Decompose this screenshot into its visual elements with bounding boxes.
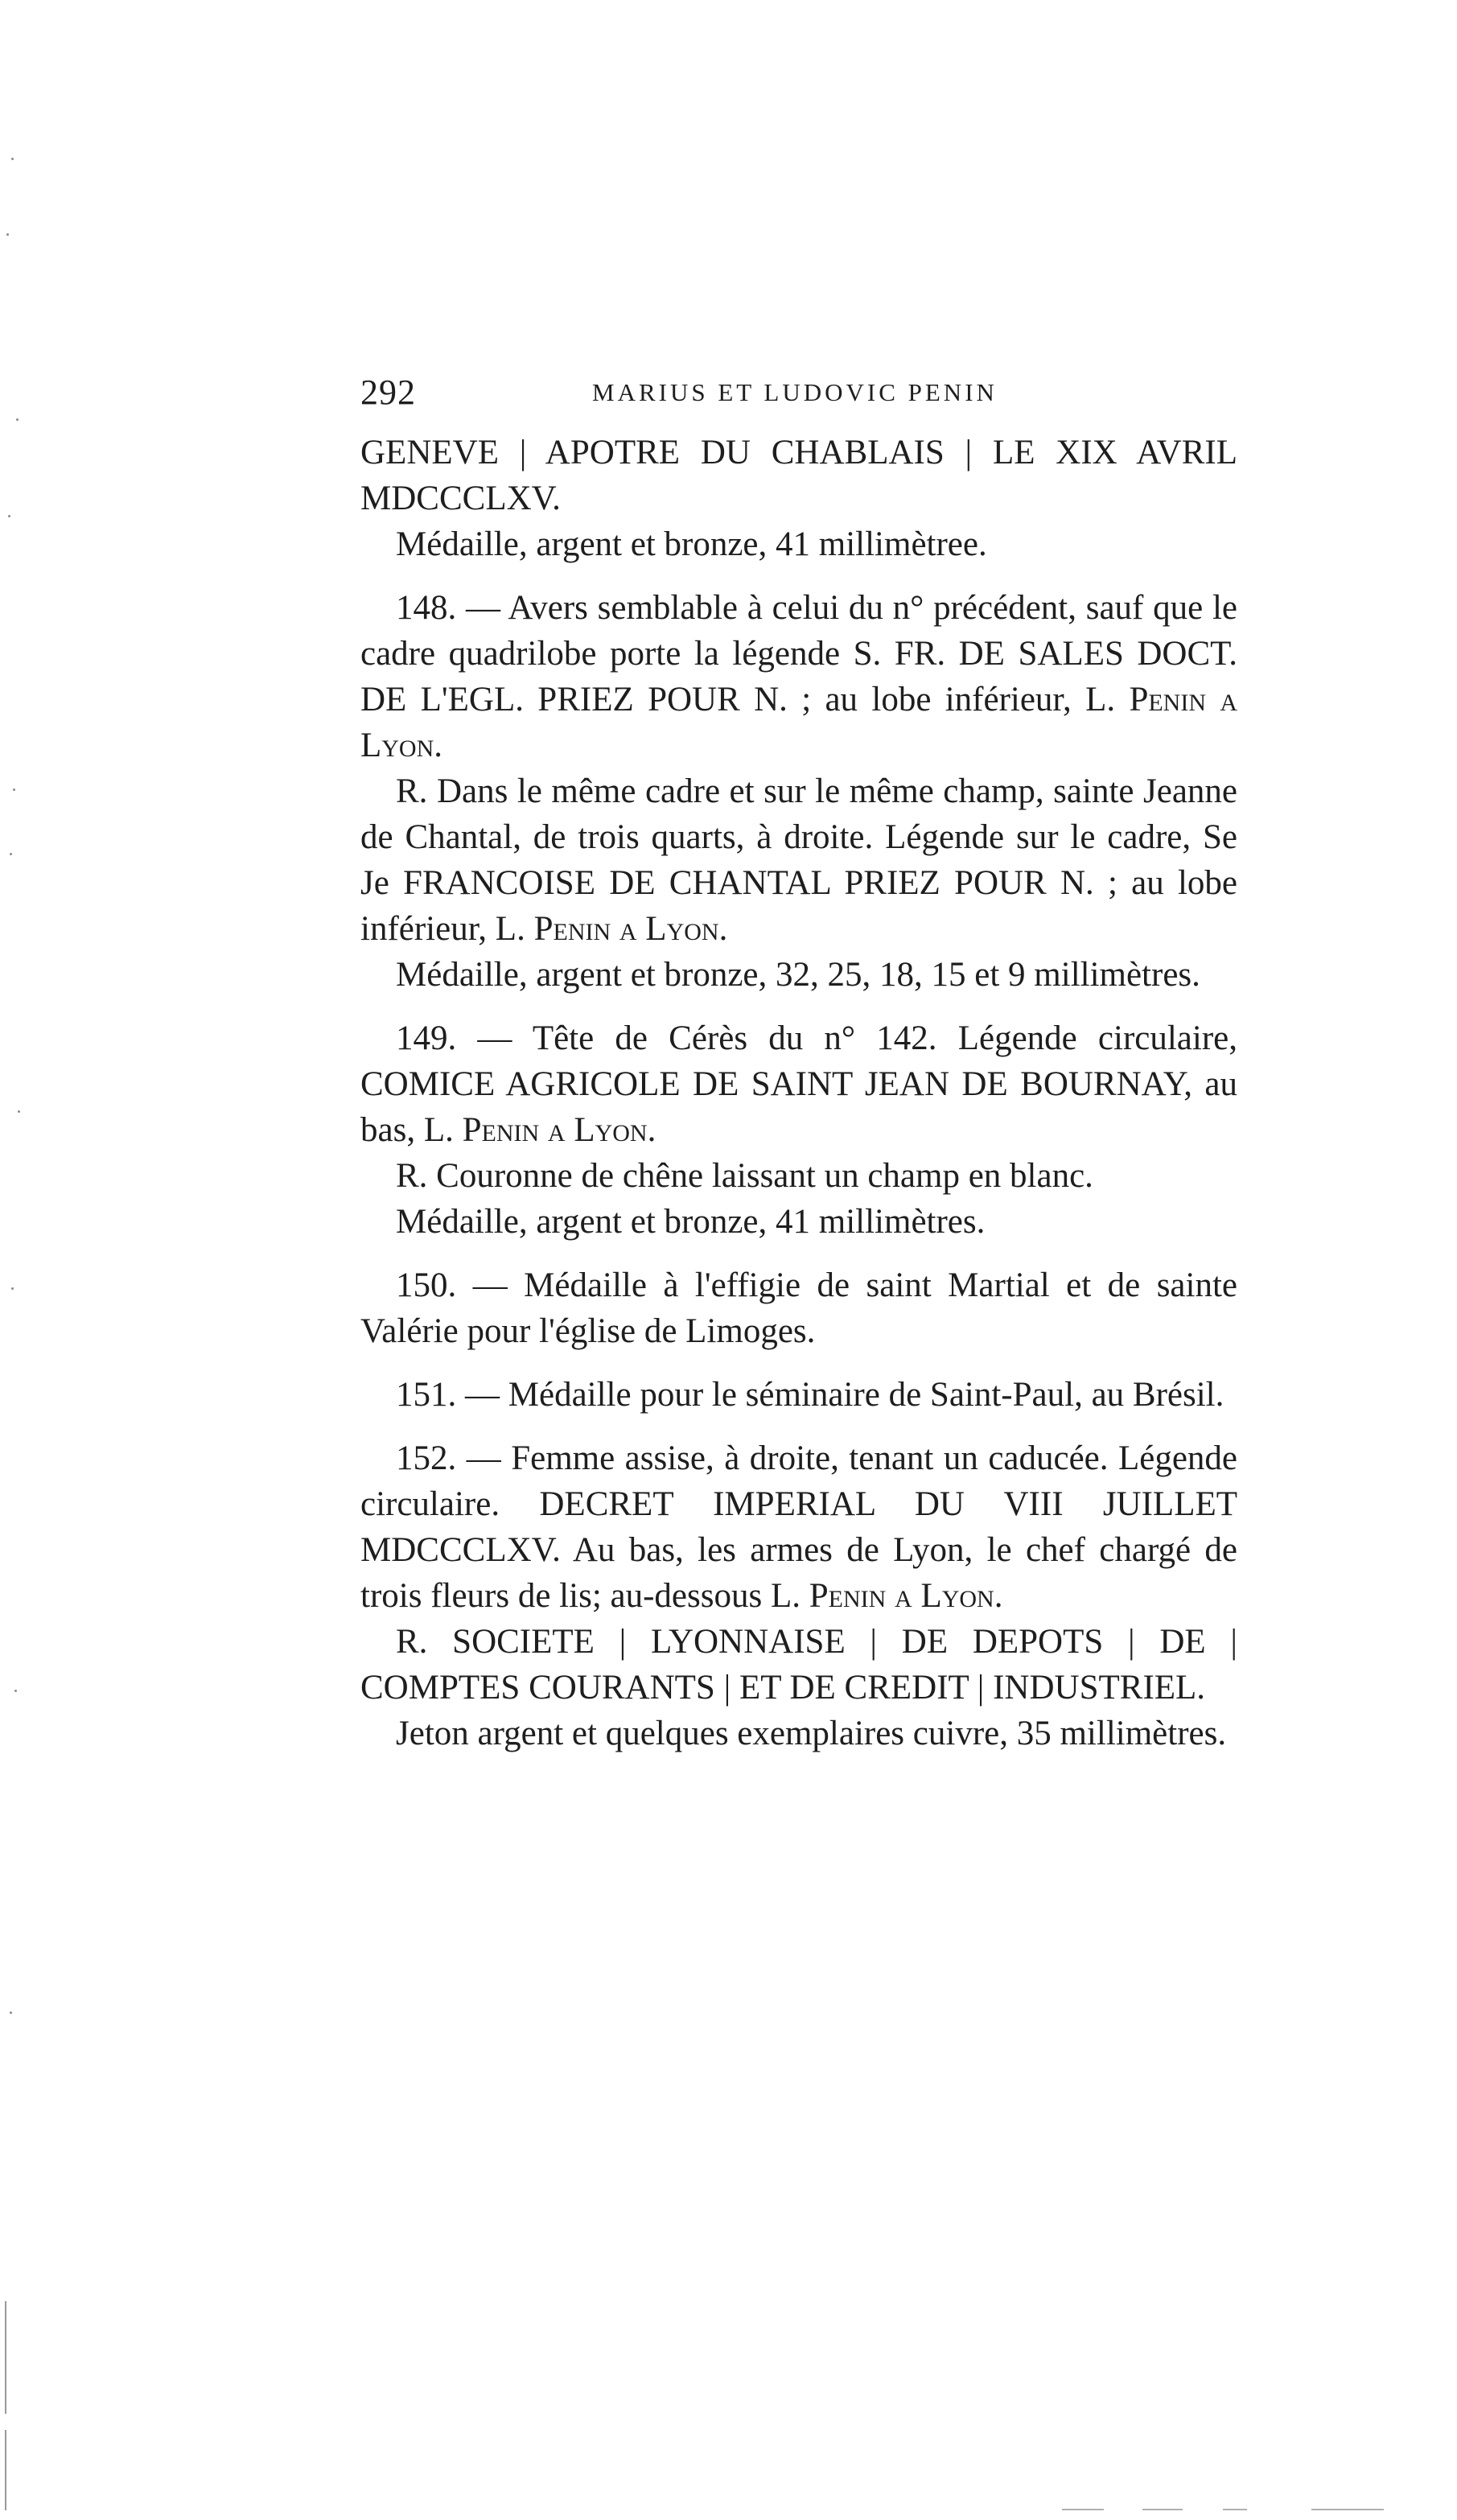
engraver-signature: Penin a Lyon (360, 681, 1237, 764)
entry-148 (360, 585, 1237, 768)
paragraph-continuation (360, 430, 1237, 521)
entry-149-reverse (360, 1153, 1237, 1199)
paragraph-punct: . (647, 1111, 656, 1149)
scan-margin-marks (0, 0, 32, 2520)
paragraph-text: 149. — Tête de Cérès du n° 142. Légende circulaire, COMICE AGRICOLE DE SAINT JEAN DE BOURNAY, au bas, L. (360, 1019, 1237, 1149)
entry-152-note (360, 1711, 1237, 1756)
entry-150 (360, 1262, 1237, 1354)
paragraph-text: GENEVE | APOTRE DU CHABLAIS | LE XIX AVRIL MDCCCLXV. (360, 434, 1237, 517)
entry-148-reverse (360, 768, 1237, 952)
entry-152 (360, 1435, 1237, 1619)
running-head: MARIUS ET LUDOVIC PENIN (592, 378, 998, 406)
paragraph-text: Médaille, argent et bronze, 41 millimètree. (396, 525, 987, 563)
entry-151 (360, 1372, 1237, 1418)
scan-bottom-mark (1311, 2509, 1384, 2510)
paragraph-text: 152. — Femme assise, à droite, tenant un caducée. Légende circulaire. DECRET IMPERIAL DU VIII JUILLET MDCCCLXV. Au bas, les armes de Lyon, le chef chargé de trois fleurs de lis; au-dessous L. (360, 1439, 1237, 1615)
paragraph-text: Jeton argent et quelques exemplaires cuivre, 35 millimètres. (396, 1715, 1227, 1752)
paragraph-punct: . (718, 910, 728, 948)
paragraph-text: R. Couronne de chêne laissant un champ en blanc. (396, 1157, 1093, 1195)
entry-149-note (360, 1199, 1237, 1245)
scan-bottom-mark (1142, 2509, 1183, 2510)
engraver-signature: Penin a Lyon (533, 910, 719, 948)
paragraph-text: Médaille, argent et bronze, 41 millimètres. (396, 1203, 986, 1241)
page-number: 292 (360, 373, 416, 412)
paragraph-text: Médaille, argent et bronze, 32, 25, 18, 15 et 9 millimètres. (396, 956, 1200, 994)
paragraph-text: 148. — Avers semblable à celui du n° précédent, sauf que le cadre quadrilobe porte la légende S. FR. DE SALES DOCT. DE L'EGL. PRIEZ POUR N. ; au lobe inférieur, L. (360, 589, 1237, 719)
paragraph-punct: . (994, 1577, 1003, 1615)
entry-149 (360, 1015, 1237, 1153)
paragraph-punct: . (434, 727, 443, 764)
scan-bottom-mark (1062, 2509, 1104, 2510)
page-body (360, 430, 1237, 1756)
page-header (360, 372, 1229, 420)
paragraph-text: 150. — Médaille à l'effigie de saint Martial et de sainte Valérie pour l'église de Limoges. (360, 1266, 1237, 1350)
engraver-signature: Penin a Lyon (462, 1111, 648, 1149)
entry-148-note (360, 952, 1237, 998)
paragraph-note (360, 521, 1237, 567)
entry-152-reverse (360, 1619, 1237, 1711)
paragraph-text: 151. — Médaille pour le séminaire de Saint-Paul, au Brésil. (396, 1376, 1224, 1414)
paragraph-text: R. SOCIETE | LYONNAISE | DE DEPOTS | DE | COMPTES COURANTS | ET DE CREDIT | INDUSTRIEL. (360, 1623, 1237, 1707)
engraver-signature: Penin a Lyon (809, 1577, 994, 1615)
paragraph-text: R. Dans le même cadre et sur le même champ, sainte Jeanne de Chantal, de trois quarts, à droite. Légende sur le cadre, Se Je FRANCOISE DE CHANTAL PRIEZ POUR N. ; au lobe inférieur, L. (360, 772, 1237, 948)
scan-bottom-mark (1223, 2509, 1247, 2510)
